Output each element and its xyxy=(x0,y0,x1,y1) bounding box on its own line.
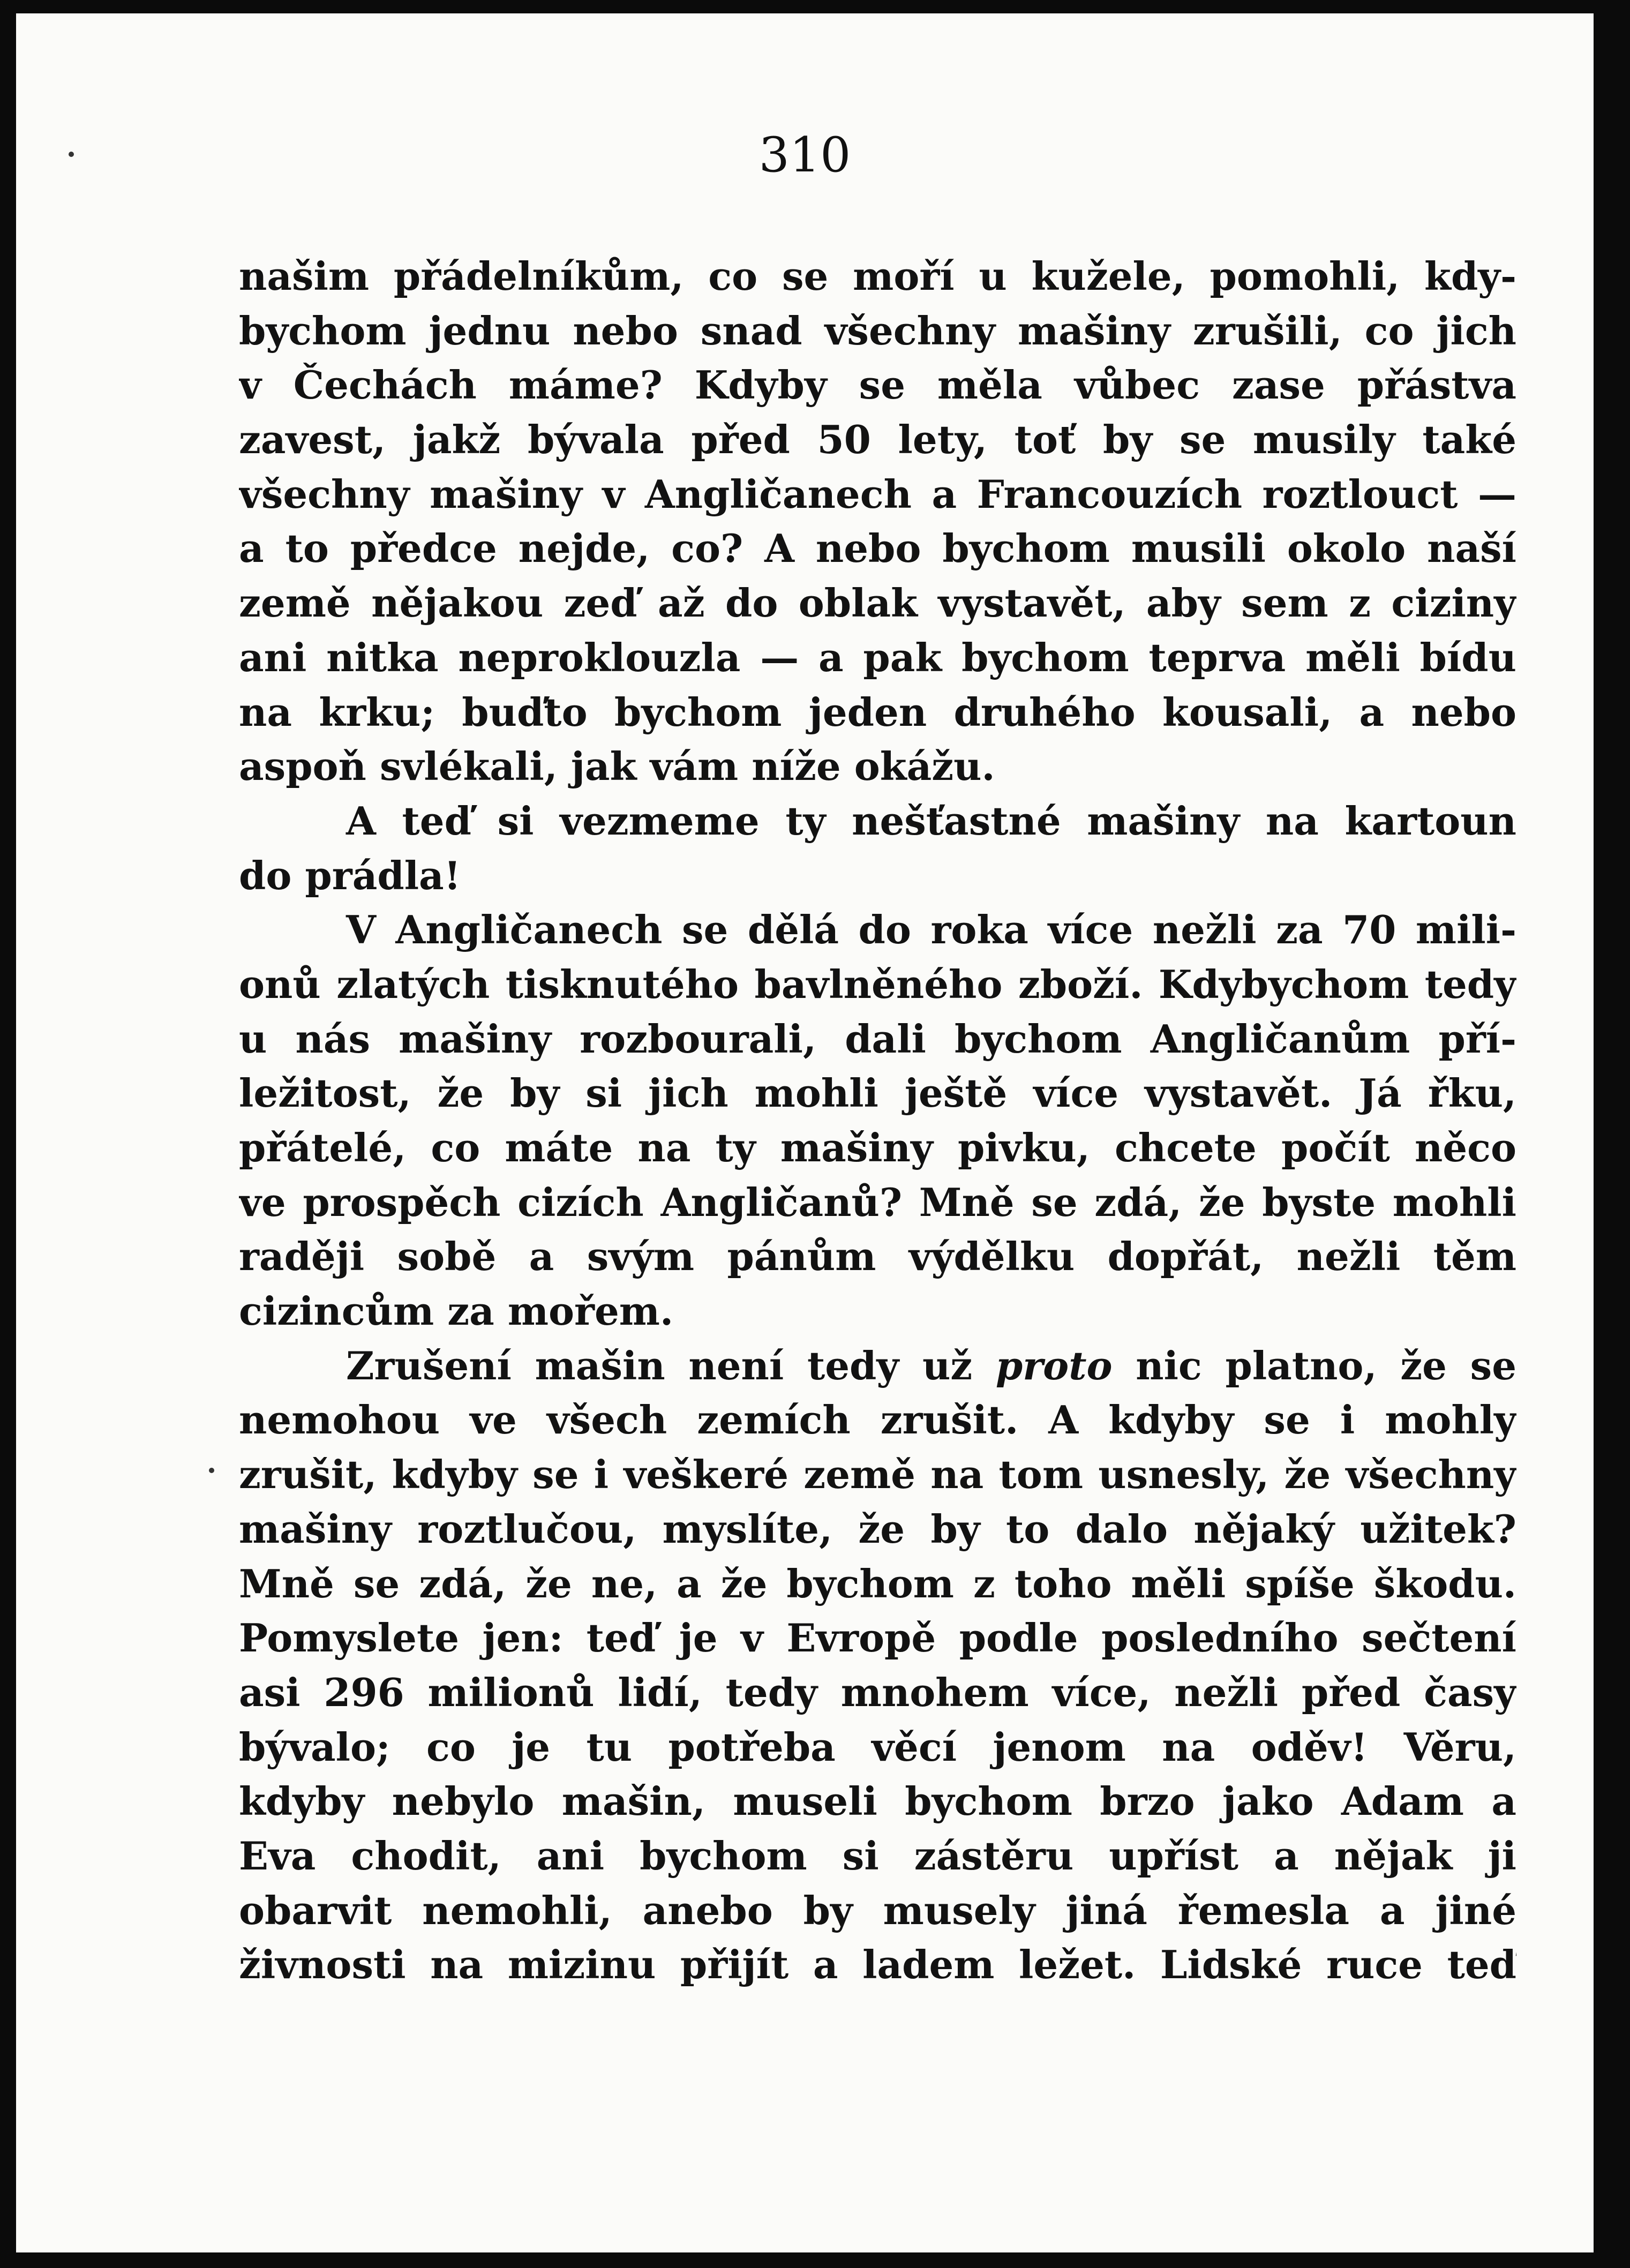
text-line: našim přádelníkům, co se moří u kužele, pomohli, kdy- xyxy=(239,253,1516,299)
text-line: ve prospěch cizích Angličanů? Mně se zdá, že byste mohli xyxy=(239,1179,1516,1225)
text-line: asi 296 milionů lidí, tedy mnohem více, nežli před časy xyxy=(239,1669,1516,1715)
text-line: aspoň svlékali, jak vám níže okážu. xyxy=(239,744,995,790)
text-line: a to předce nejde, co? A nebo bychom musili okolo naší xyxy=(239,525,1516,572)
text-line: země nějakou zeď až do oblak vystavět, aby sem z ciziny xyxy=(239,580,1516,626)
text-line: u nás mašiny rozbourali, dali bychom Angličanům pří- xyxy=(239,1016,1516,1062)
text-line: bychom jednu nebo snad všechny mašiny zrušili, co jich xyxy=(239,307,1516,354)
text-line: cizincům za mořem. xyxy=(239,1288,674,1334)
text-line: bývalo; co je tu potřeba věcí jenom na oděv! Věru, xyxy=(239,1724,1516,1770)
text-line: onů zlatých tisknutého bavlněného zboží. Kdybychom tedy xyxy=(239,961,1516,1007)
text-line: V Angličanech se dělá do roka více nežli za 70 mili- xyxy=(346,907,1516,953)
text-line: A teď si vezmeme ty nešťastné mašiny na kartoun xyxy=(346,798,1516,844)
text-line: obarvit nemohli, anebo by musely jiná řemesla a jiné xyxy=(239,1887,1516,1933)
text-line: kdyby nebylo mašin, museli bychom brzo jako Adam a xyxy=(239,1778,1516,1824)
text-line: na krku; buďto bychom jeden druhého kousali, a nebo xyxy=(239,689,1516,735)
text-segment: Zrušení mašin není tedy už xyxy=(346,1342,996,1388)
text-line: Mně se zdá, že ne, a že bychom z toho měli spíše škodu. xyxy=(239,1560,1516,1606)
text-line: zavest, jakž bývala před 50 lety, toť by se musily také xyxy=(239,417,1516,463)
text-segment: nic platno, že se xyxy=(1112,1342,1516,1388)
text-line: Pomyslete jen: teď je v Evropě podle posledního sečtení xyxy=(239,1615,1516,1661)
text-line: zrušit, kdyby se i veškeré země na tom usnesly, že všechny xyxy=(239,1452,1516,1498)
book-page xyxy=(16,13,1594,2252)
text-line: živnosti na mizinu přijít a ladem ležet. Lidské ruce teď xyxy=(239,1942,1516,1988)
page-number: 310 xyxy=(758,127,851,183)
text-line: přátelé, co máte na ty mašiny pivku, chcete počít něco xyxy=(239,1125,1516,1170)
text-line: raději sobě a svým pánům výdělku dopřát, nežli těm xyxy=(239,1234,1516,1280)
text-line: ležitost, že by si jich mohli ještě více vystavět. Já řku, xyxy=(239,1070,1516,1116)
body-text xyxy=(239,249,1516,1992)
italic-word: proto xyxy=(995,1342,1113,1388)
print-speck xyxy=(209,1468,214,1473)
text-line: nemohou ve všech zemích zrušit. A kdyby se i mohly xyxy=(239,1397,1516,1443)
text-line: všechny mašiny v Angličanech a Francouzích roztlouct — xyxy=(239,471,1516,517)
text-line: v Čechách máme? Kdyby se měla vůbec zase přástva xyxy=(239,362,1516,408)
text-line: ani nitka neproklouzla — a pak bychom teprva měli bídu xyxy=(239,634,1516,680)
text-line: Eva chodit, ani bychom si zástěru upříst a nějak ji xyxy=(239,1833,1516,1879)
text-line: do prádla! xyxy=(239,852,461,898)
text-line: mašiny roztlučou, myslíte, že by to dalo nějaký užitek? xyxy=(239,1506,1516,1552)
text-line xyxy=(239,1339,1516,1393)
